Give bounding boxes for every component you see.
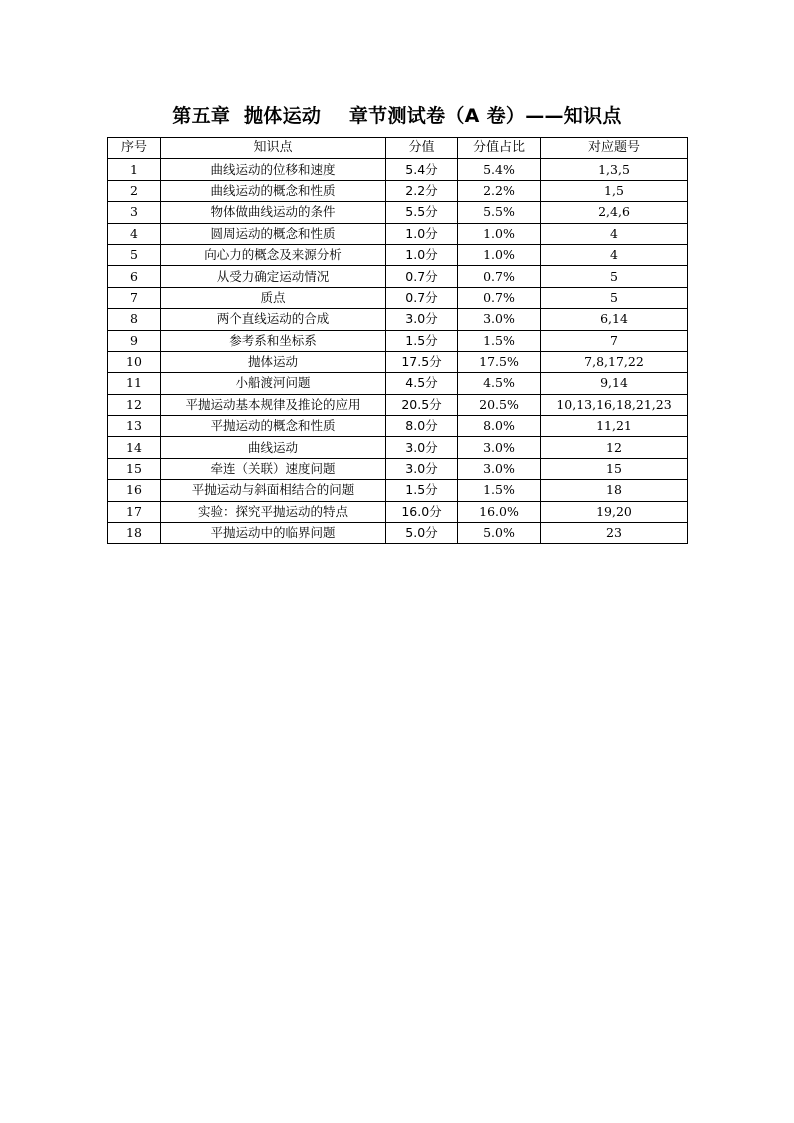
knowledge-point-cell: 抛体运动 (161, 351, 386, 372)
question-numbers-cell: 9,14 (541, 373, 688, 394)
score-percent-cell: 0.7% (458, 287, 541, 308)
row-index-cell: 15 (108, 458, 161, 479)
score-cell: 20.5分 (386, 394, 458, 415)
row-index-cell: 13 (108, 416, 161, 437)
table-row (108, 523, 688, 544)
knowledge-point-cell: 小船渡河问题 (161, 373, 386, 394)
row-index-cell: 12 (108, 394, 161, 415)
knowledge-point-cell: 曲线运动的概念和性质 (161, 180, 386, 201)
knowledge-point-cell: 两个直线运动的合成 (161, 309, 386, 330)
question-numbers-cell: 7 (541, 330, 688, 351)
score-percent-cell: 1.5% (458, 480, 541, 501)
score-cell: 3.0分 (386, 458, 458, 479)
score-cell: 5.4分 (386, 159, 458, 180)
score-percent-cell: 3.0% (458, 458, 541, 479)
question-numbers-cell: 4 (541, 244, 688, 265)
score-percent-cell: 5.0% (458, 523, 541, 544)
score-cell: 4.5分 (386, 373, 458, 394)
row-index-cell: 7 (108, 287, 161, 308)
table-row (108, 351, 688, 372)
score-cell: 3.0分 (386, 437, 458, 458)
score-percent-cell: 8.0% (458, 416, 541, 437)
score-percent-cell: 2.2% (458, 180, 541, 201)
score-cell: 1.5分 (386, 480, 458, 501)
score-cell: 1.0分 (386, 244, 458, 265)
score-percent-cell: 5.4% (458, 159, 541, 180)
table-row (108, 373, 688, 394)
table-body (108, 159, 688, 544)
table-row (108, 180, 688, 201)
knowledge-point-cell: 平抛运动基本规律及推论的应用 (161, 394, 386, 415)
score-percent-cell: 3.0% (458, 309, 541, 330)
score-percent-cell: 3.0% (458, 437, 541, 458)
question-numbers-cell: 1,3,5 (541, 159, 688, 180)
knowledge-point-table (107, 137, 688, 544)
question-numbers-cell: 5 (541, 266, 688, 287)
score-cell: 2.2分 (386, 180, 458, 201)
question-numbers-cell: 7,8,17,22 (541, 351, 688, 372)
row-index-cell: 5 (108, 244, 161, 265)
header-question-numbers: 对应题号 (541, 138, 688, 159)
score-percent-cell: 1.0% (458, 244, 541, 265)
score-percent-cell: 1.5% (458, 330, 541, 351)
header-knowledge-point: 知识点 (161, 138, 386, 159)
knowledge-point-cell: 牵连（关联）速度问题 (161, 458, 386, 479)
score-cell: 5.5分 (386, 202, 458, 223)
table-row (108, 287, 688, 308)
score-cell: 17.5分 (386, 351, 458, 372)
knowledge-point-cell: 平抛运动中的临界问题 (161, 523, 386, 544)
question-numbers-cell: 2,4,6 (541, 202, 688, 223)
question-numbers-cell: 19,20 (541, 501, 688, 522)
table-row (108, 309, 688, 330)
score-percent-cell: 5.5% (458, 202, 541, 223)
score-cell: 8.0分 (386, 416, 458, 437)
knowledge-point-cell: 参考系和坐标系 (161, 330, 386, 351)
table-row (108, 159, 688, 180)
page-title: 第五章 抛体运动 章节测试卷（A 卷）——知识点 (172, 105, 622, 127)
table-row (108, 416, 688, 437)
knowledge-point-cell: 平抛运动与斜面相结合的问题 (161, 480, 386, 501)
score-percent-cell: 1.0% (458, 223, 541, 244)
question-numbers-cell: 15 (541, 458, 688, 479)
knowledge-point-cell: 曲线运动 (161, 437, 386, 458)
question-numbers-cell: 1,5 (541, 180, 688, 201)
score-cell: 1.0分 (386, 223, 458, 244)
question-numbers-cell: 23 (541, 523, 688, 544)
score-percent-cell: 17.5% (458, 351, 541, 372)
knowledge-point-cell: 质点 (161, 287, 386, 308)
score-percent-cell: 16.0% (458, 501, 541, 522)
table-row (108, 437, 688, 458)
header-index: 序号 (108, 138, 161, 159)
table-row (108, 223, 688, 244)
question-numbers-cell: 4 (541, 223, 688, 244)
row-index-cell: 17 (108, 501, 161, 522)
score-percent-cell: 4.5% (458, 373, 541, 394)
row-index-cell: 2 (108, 180, 161, 201)
knowledge-point-cell: 平抛运动的概念和性质 (161, 416, 386, 437)
score-percent-cell: 20.5% (458, 394, 541, 415)
row-index-cell: 14 (108, 437, 161, 458)
question-numbers-cell: 11,21 (541, 416, 688, 437)
row-index-cell: 4 (108, 223, 161, 244)
score-cell: 5.0分 (386, 523, 458, 544)
table-row (108, 458, 688, 479)
table-row (108, 202, 688, 223)
knowledge-point-cell: 曲线运动的位移和速度 (161, 159, 386, 180)
row-index-cell: 3 (108, 202, 161, 223)
row-index-cell: 11 (108, 373, 161, 394)
row-index-cell: 16 (108, 480, 161, 501)
table-row (108, 330, 688, 351)
header-score-percent: 分值占比 (458, 138, 541, 159)
score-cell: 0.7分 (386, 287, 458, 308)
table-header-row (108, 138, 688, 159)
header-score: 分值 (386, 138, 458, 159)
knowledge-point-cell: 向心力的概念及来源分析 (161, 244, 386, 265)
question-numbers-cell: 10,13,16,18,21,23 (541, 394, 688, 415)
row-index-cell: 1 (108, 159, 161, 180)
row-index-cell: 10 (108, 351, 161, 372)
question-numbers-cell: 6,14 (541, 309, 688, 330)
table-row (108, 266, 688, 287)
knowledge-point-cell: 物体做曲线运动的条件 (161, 202, 386, 223)
score-percent-cell: 0.7% (458, 266, 541, 287)
row-index-cell: 9 (108, 330, 161, 351)
score-cell: 1.5分 (386, 330, 458, 351)
knowledge-point-cell: 从受力确定运动情况 (161, 266, 386, 287)
table-row (108, 501, 688, 522)
table-row (108, 480, 688, 501)
knowledge-point-cell: 实验：探究平抛运动的特点 (161, 501, 386, 522)
knowledge-point-cell: 圆周运动的概念和性质 (161, 223, 386, 244)
question-numbers-cell: 18 (541, 480, 688, 501)
table-row (108, 394, 688, 415)
score-cell: 16.0分 (386, 501, 458, 522)
row-index-cell: 8 (108, 309, 161, 330)
question-numbers-cell: 12 (541, 437, 688, 458)
question-numbers-cell: 5 (541, 287, 688, 308)
row-index-cell: 18 (108, 523, 161, 544)
row-index-cell: 6 (108, 266, 161, 287)
score-cell: 0.7分 (386, 266, 458, 287)
table-row (108, 244, 688, 265)
score-cell: 3.0分 (386, 309, 458, 330)
